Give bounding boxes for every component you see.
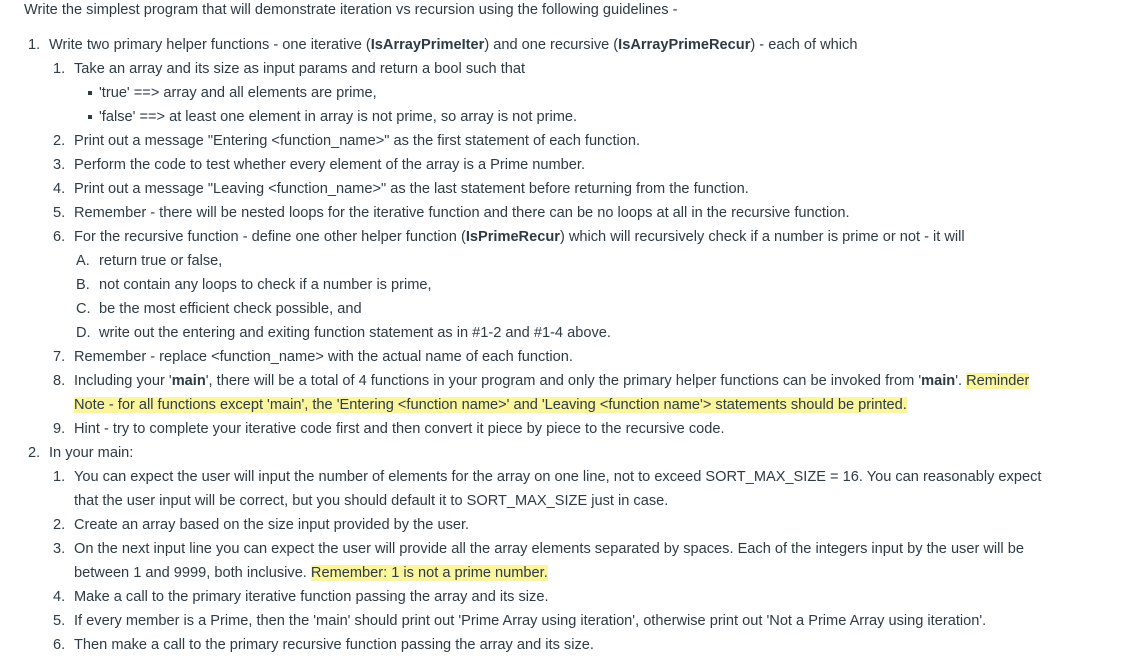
list-marker: 7. — [53, 349, 66, 365]
list-item: Print out a message "Leaving <function_name>" as the last statement before returning from the function. — [74, 181, 749, 197]
function-name: IsArrayPrimeRecur — [618, 37, 751, 53]
list-marker: 6. — [53, 637, 66, 653]
list-item: write out the entering and exiting function statement as in #1-2 and #1-4 above. — [99, 325, 611, 341]
list-item: If every member is a Prime, then the 'main' should print out 'Prime Array using iteration', otherwise print out 'Not a Prime Array using iteration'. — [74, 613, 987, 629]
list-marker: 3. — [53, 541, 66, 557]
function-name: IsArrayPrimeIter — [370, 37, 485, 53]
list-item-continuation: between 1 and 9999, both inclusive. Remember: 1 is not a prime number. — [74, 565, 548, 581]
list-marker: 1. — [53, 469, 66, 485]
list-marker: A. — [76, 253, 90, 269]
highlighted-text: Remember: 1 is not a prime number. — [310, 565, 548, 581]
list-item: Including your 'main', there will be a total of 4 functions in your program and only the primary helper functions can be invoked from 'main'. Reminder — [74, 373, 1030, 389]
list-item: 'true' ==> array and all elements are prime, — [99, 85, 377, 101]
list-item: Print out a message "Entering <function_name>" as the first statement of each function. — [74, 133, 641, 149]
list-marker: 5. — [53, 613, 66, 629]
list-item: Hint - try to complete your iterative code first and then convert it piece by piece to the recursive code. — [74, 421, 725, 437]
list-item: Perform the code to test whether every element of the array is a Prime number. — [74, 157, 586, 173]
code-word: main — [171, 373, 206, 389]
list-marker: 2. — [53, 517, 66, 533]
list-item: On the next input line you can expect the user will provide all the array elements separated by spaces. Each of the integers input by the user will be — [74, 541, 1024, 557]
list-item: Create an array based on the size input provided by the user. — [74, 517, 470, 533]
list-item: Remember - replace <function_name> with the actual name of each function. — [74, 349, 573, 365]
list-item: not contain any loops to check if a number is prime, — [99, 277, 432, 293]
list-marker: 4. — [53, 589, 66, 605]
list-item-continuation: that the user input will be correct, but you should default it to SORT_MAX_SIZE just in case. — [74, 493, 669, 509]
list-marker: 1. — [28, 37, 41, 53]
list-marker: 2. — [28, 445, 41, 461]
list-item: Remember - there will be nested loops for the iterative function and there can be no loops at all in the recursive function. — [74, 205, 850, 221]
list-marker: 4. — [53, 181, 66, 197]
list-item: You can expect the user will input the number of elements for the array on one line, not to exceed SORT_MAX_SIZE = 16. You can reasonably expect — [74, 469, 1042, 485]
list-item: Write two primary helper functions - one iterative (IsArrayPrimeIter) and one recursive (IsArrayPrimeRecur) - each of which — [49, 37, 858, 53]
list-item: Then make a call to the primary recursive function passing the array and its size. — [74, 637, 594, 653]
list-item: return true or false, — [99, 253, 223, 269]
list-marker: 9. — [53, 421, 66, 437]
list-marker: 6. — [53, 229, 66, 245]
bullet-icon — [88, 115, 92, 119]
highlighted-text: Reminder — [966, 373, 1030, 389]
code-word: main — [921, 373, 956, 389]
list-item: For the recursive function - define one other helper function (IsPrimeRecur) which will recursively check if a number is prime or not - it will — [74, 229, 965, 245]
list-item: Take an array and its size as input params and return a bool such that — [74, 61, 526, 77]
list-marker: 1. — [53, 61, 66, 77]
highlighted-text: Note - for all functions except 'main', the 'Entering <function name>' and 'Leaving <function name'> statements should be printed. — [74, 397, 907, 413]
list-marker: 5. — [53, 205, 66, 221]
list-item: Make a call to the primary iterative function passing the array and its size. — [74, 589, 549, 605]
list-marker: 3. — [53, 157, 66, 173]
list-item: 'false' ==> at least one element in array is not prime, so array is not prime. — [99, 109, 578, 125]
list-item: be the most efficient check possible, and — [99, 301, 362, 317]
list-item: In your main: — [49, 445, 134, 461]
list-item-continuation — [74, 395, 907, 415]
function-name: IsPrimeRecur — [465, 229, 560, 245]
list-marker: 8. — [53, 373, 66, 389]
list-marker: 2. — [53, 133, 66, 149]
bullet-icon — [88, 91, 92, 95]
list-marker: B. — [76, 277, 90, 293]
intro-text: Write the simplest program that will demonstrate iteration vs recursion using the following guidelines - — [24, 2, 678, 18]
list-marker: C. — [76, 301, 91, 317]
list-marker: D. — [76, 325, 91, 341]
